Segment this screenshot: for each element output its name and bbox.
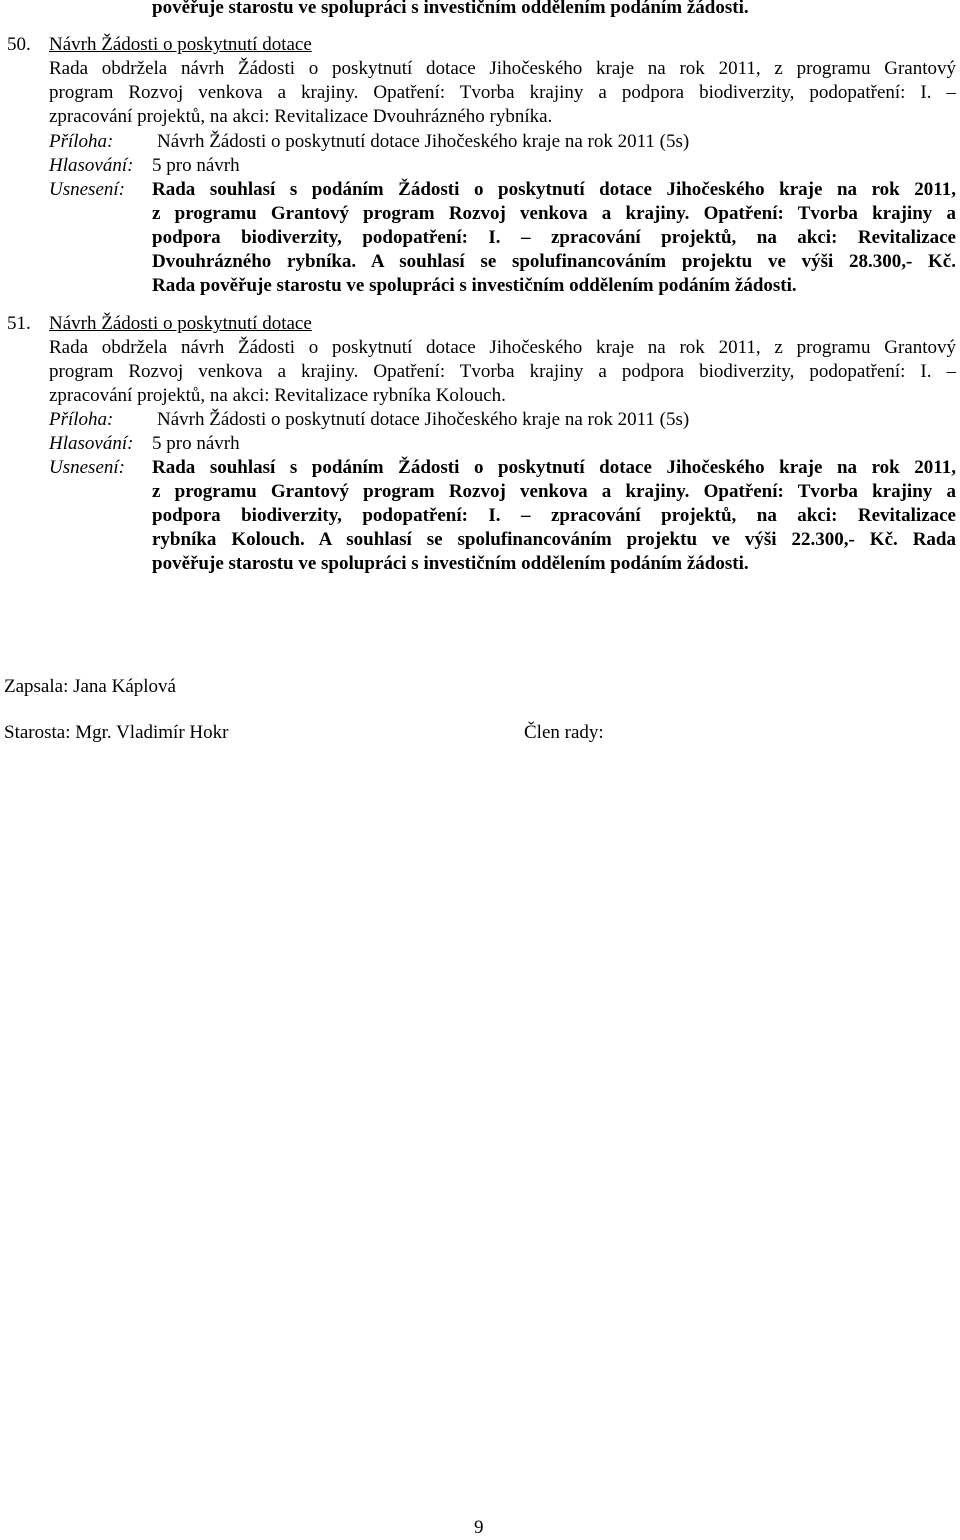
usneseni-line: podpora biodiverzity, podopatření: I. – zpracování projektů, na akci: Revitalizace xyxy=(152,227,956,248)
priloha-text: Návrh Žádosti o poskytnutí dotace Jihočeského kraje na rok 2011 (5s) xyxy=(157,409,690,430)
intro-line: Rada obdržela návrh Žádosti o poskytnutí dotace Jihočeského kraje na rok 2011, z programu Grantový xyxy=(49,58,956,79)
usneseni-line: z programu Grantový program Rozvoj venkova a krajiny. Opatření: Tvorba krajiny a xyxy=(152,203,956,224)
item-intro xyxy=(49,336,956,408)
usneseni-text xyxy=(152,178,956,298)
usneseni-line: Rada souhlasí s podáním Žádosti o poskytnutí dotace Jihočeského kraje na rok 2011, xyxy=(152,179,956,200)
usneseni-line: pověřuje starostu ve spolupráci s investičním oddělením podáním žádosti. xyxy=(152,553,749,574)
usneseni-label: Usnesení: xyxy=(49,457,125,478)
intro-line: zpracování projektů, na akci: Revitalizace rybníka Kolouch. xyxy=(49,385,506,406)
usneseni-line: Dvouhrázného rybníka. A souhlasí se spolufinancováním projektu ve výši 28.300,- Kč. xyxy=(152,251,956,272)
priloha-label: Příloha: xyxy=(49,131,114,152)
continuation-text: pověřuje starostu ve spolupráci s investičním oddělením podáním žádosti. xyxy=(152,0,749,18)
usneseni-line: Rada souhlasí s podáním Žádosti o poskytnutí dotace Jihočeského kraje na rok 2011, xyxy=(152,457,956,478)
item-number: 50. xyxy=(7,34,31,55)
usneseni-line: podpora biodiverzity, podopatření: I. – zpracování projektů, na akci: Revitalizace xyxy=(152,505,956,526)
intro-line: zpracování projektů, na akci: Revitalizace Dvouhrázného rybníka. xyxy=(49,106,553,127)
item-number: 51. xyxy=(7,313,31,334)
hlasovani-label: Hlasování: xyxy=(49,155,134,176)
priloha-text: Návrh Žádosti o poskytnutí dotace Jihočeského kraje na rok 2011 (5s) xyxy=(157,131,690,152)
zapsala-line: Zapsala: Jana Káplová xyxy=(4,676,176,697)
item-intro xyxy=(49,57,956,129)
hlasovani-text: 5 pro návrh xyxy=(152,155,240,176)
starosta-line: Starosta: Mgr. Vladimír Hokr xyxy=(4,722,229,743)
item-title: Návrh Žádosti o poskytnutí dotace xyxy=(49,313,312,334)
intro-line: Rada obdržela návrh Žádosti o poskytnutí dotace Jihočeského kraje na rok 2011, z programu Grantový xyxy=(49,337,956,358)
hlasovani-label: Hlasování: xyxy=(49,433,134,454)
item-title: Návrh Žádosti o poskytnutí dotace xyxy=(49,34,312,55)
usneseni-line: rybníka Kolouch. A souhlasí se spolufinancováním projektu ve výši 22.300,- Kč. Rada xyxy=(152,529,956,550)
continuation-line xyxy=(152,0,958,20)
intro-line: program Rozvoj venkova a krajiny. Opatření: Tvorba krajiny a podpora biodiverzity, podopatření: I. – xyxy=(49,82,956,103)
page-number: 9 xyxy=(474,1517,484,1538)
usneseni-text xyxy=(152,456,956,576)
clen-rady-line: Člen rady: xyxy=(524,722,604,743)
usneseni-label: Usnesení: xyxy=(49,179,125,200)
usneseni-line: Rada pověřuje starostu ve spolupráci s investičním oddělením podáním žádosti. xyxy=(152,275,797,296)
usneseni-line: z programu Grantový program Rozvoj venkova a krajiny. Opatření: Tvorba krajiny a xyxy=(152,481,956,502)
hlasovani-text: 5 pro návrh xyxy=(152,433,240,454)
intro-line: program Rozvoj venkova a krajiny. Opatření: Tvorba krajiny a podpora biodiverzity, podopatření: I. – xyxy=(49,361,956,382)
priloha-label: Příloha: xyxy=(49,409,114,430)
